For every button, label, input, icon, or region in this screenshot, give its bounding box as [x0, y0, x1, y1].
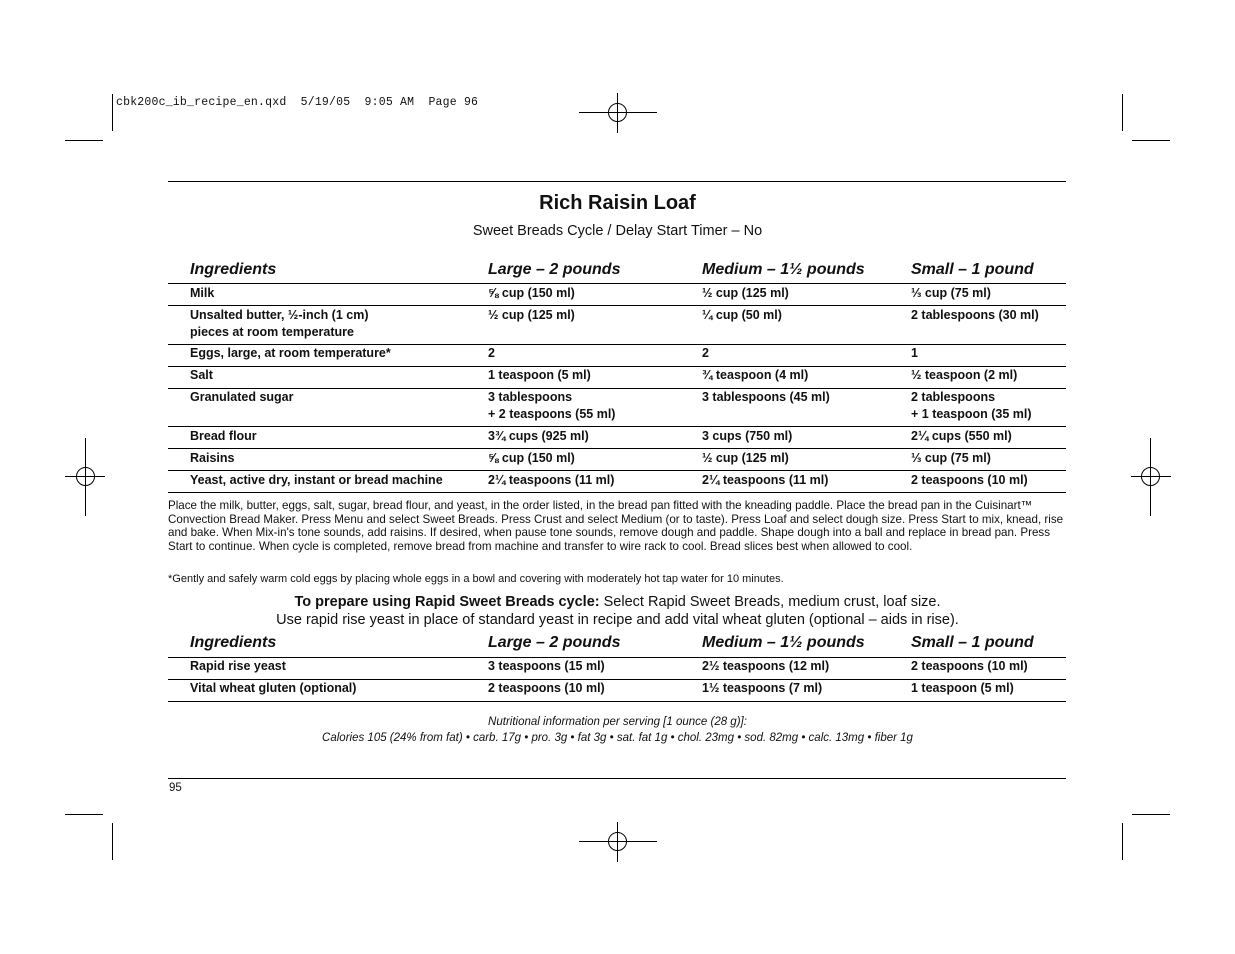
amount-large: 2 teaspoons (10 ml) [488, 681, 605, 695]
ingredient-name: Salt [190, 368, 213, 382]
amount-medium: ½ cup (125 ml) [702, 286, 789, 300]
ingredient-name: Milk [190, 286, 215, 300]
top-rule [168, 181, 1066, 182]
amount-medium: 2¼ teaspoons (11 ml) [702, 473, 829, 487]
amount-large: ⅝ cup (150 ml) [488, 451, 575, 465]
page-number: 95 [169, 782, 182, 794]
table-rule [168, 470, 1066, 471]
table-rule [168, 701, 1066, 702]
rapid-cycle-line-2: Use rapid rise yeast in place of standard yeast in recipe and add vital wheat gluten (optional – aids in rise). [276, 612, 959, 628]
registration-mark-left [65, 438, 105, 516]
amount-small: 1 [911, 346, 918, 360]
table-rule [168, 492, 1066, 493]
ingredient-name: Eggs, large, at room temperature* [190, 346, 391, 360]
amount-small: 2 tablespoons (30 ml) [911, 308, 1039, 322]
instructions-paragraph: Place the milk, butter, eggs, salt, sugar, bread flour, and yeast, in the order listed, in the bread pan fitted with the kneading paddle. Place the bread pan in the Cuisinart™ Convection Bread Maker. Press Menu and select Sweet Breads. Press Crust and select Medium (or to taste). Press Loaf and select dough size. Press Start to mix, knead, rise and bake. When Mix-in's tone sounds, add raisins. If desired, when pause tone sounds, remove dough and paddle. Shape dough into a ball and replace in bread pan. Press Start to continue. When cycle is completed, remove bread from machine and transfer to wire rack to cool. Bread slices best when allowed to cool. [168, 499, 1064, 553]
amount-small: 2 tablespoons + 1 teaspoon (35 ml) [911, 390, 1032, 421]
header-medium: Medium – 1½ pounds [702, 634, 865, 651]
egg-footnote: *Gently and safely warm cold eggs by placing whole eggs in a bowl and covering with moderately hot tap water for 10 minutes. [168, 573, 784, 585]
rapid-cycle-text: Select Rapid Sweet Breads, medium crust, loaf size. [599, 594, 941, 610]
amount-small: ⅓ cup (75 ml) [911, 451, 991, 465]
ingredient-name: Rapid rise yeast [190, 659, 286, 673]
ingredient-name: Granulated sugar [190, 390, 294, 404]
registration-mark-right [1131, 438, 1171, 516]
amount-small: 2 teaspoons (10 ml) [911, 659, 1028, 673]
registration-mark-top [579, 93, 657, 133]
amount-medium: 1½ teaspoons (7 ml) [702, 681, 823, 695]
amount-small: ⅓ cup (75 ml) [911, 286, 991, 300]
table-rule [168, 305, 1066, 306]
recipe-subtitle: Sweet Breads Cycle / Delay Start Timer – No [472, 223, 763, 239]
header-large: Large – 2 pounds [488, 261, 621, 278]
ingredient-name: Vital wheat gluten (optional) [190, 681, 357, 695]
amount-small: 2 teaspoons (10 ml) [911, 473, 1028, 487]
amount-medium: 2½ teaspoons (12 ml) [702, 659, 830, 673]
amount-medium: 3 tablespoons (45 ml) [702, 390, 830, 404]
header-large: Large – 2 pounds [488, 634, 621, 651]
amount-medium: ¼ cup (50 ml) [702, 308, 782, 322]
ingredient-name: Unsalted butter, ½-inch (1 cm) pieces at room temperature [190, 308, 369, 339]
amount-large: 2¼ teaspoons (11 ml) [488, 473, 615, 487]
amount-large: 3¾ cups (925 ml) [488, 429, 589, 443]
rapid-cycle-line-1 [0, 594, 1235, 610]
header-ingredients: Ingredients [190, 634, 277, 651]
amount-large: ⅝ cup (150 ml) [488, 286, 575, 300]
file-slug: cbk200c_ib_recipe_en.qxd 5/19/05 9:05 AM Page 96 [116, 96, 479, 109]
table-rule [168, 448, 1066, 449]
amount-small: ½ teaspoon (2 ml) [911, 368, 1018, 382]
header-small: Small – 1 pound [911, 634, 1034, 651]
ingredient-name: Bread flour [190, 429, 257, 443]
amount-medium: ¾ teaspoon (4 ml) [702, 368, 809, 382]
amount-medium: 3 cups (750 ml) [702, 429, 793, 443]
nutrition-values: Calories 105 (24% from fat) • carb. 17g • pro. 3g • fat 3g • sat. fat 1g • chol. 23mg • sod. 82mg • calc. 13mg • fiber 1g [322, 732, 913, 744]
amount-large: 2 [488, 346, 495, 360]
bottom-rule [168, 778, 1066, 779]
table-rule [168, 426, 1066, 427]
amount-small: 1 teaspoon (5 ml) [911, 681, 1014, 695]
ingredient-name: Yeast, active dry, instant or bread machine [190, 473, 443, 487]
registration-mark-bottom [579, 822, 657, 862]
amount-large: 3 teaspoons (15 ml) [488, 659, 605, 673]
amount-large: 1 teaspoon (5 ml) [488, 368, 591, 382]
header-medium: Medium – 1½ pounds [702, 261, 865, 278]
amount-large: 3 tablespoons + 2 teaspoons (55 ml) [488, 390, 616, 421]
recipe-title: Rich Raisin Loaf [539, 192, 696, 214]
ingredient-name: Raisins [190, 451, 235, 465]
amount-medium: 2 [702, 346, 709, 360]
header-ingredients: Ingredients [190, 261, 277, 278]
amount-large: ½ cup (125 ml) [488, 308, 575, 322]
table-rule [168, 283, 1066, 284]
amount-medium: ½ cup (125 ml) [702, 451, 789, 465]
rapid-cycle-lead: To prepare using Rapid Sweet Breads cycle: [294, 594, 600, 610]
amount-small: 2¼ cups (550 ml) [911, 429, 1012, 443]
nutrition-heading: Nutritional information per serving [1 ounce (28 g)]: [488, 716, 747, 728]
header-small: Small – 1 pound [911, 261, 1034, 278]
